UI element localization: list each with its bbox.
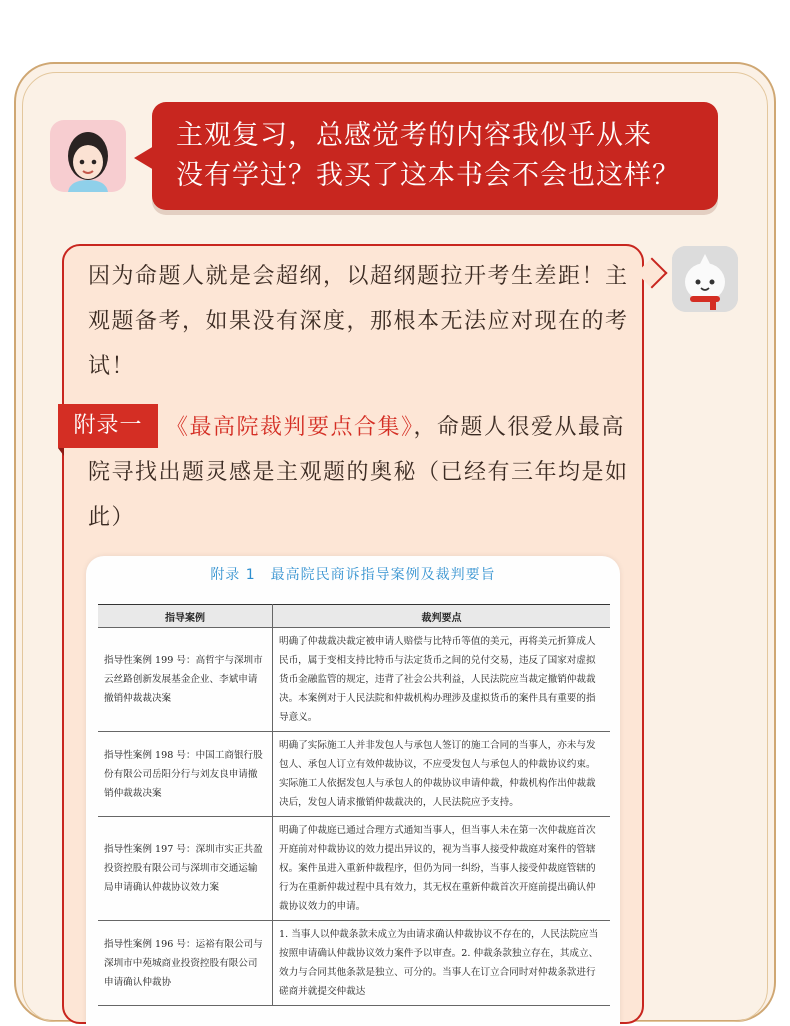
appendix-tag: 附录一 bbox=[58, 404, 158, 448]
table-cell-case: 指导性案例 199 号：高哲宇与深圳市云丝路创新发展基金企业、李斌申请撤销仲裁裁决案 bbox=[98, 628, 273, 732]
question-bubble-tail bbox=[134, 146, 154, 170]
table-cell-case: 指导性案例 198 号：中国工商银行股份有限公司岳阳分行与刘友良申请撤销仲裁裁决案 bbox=[98, 732, 273, 817]
question-line-1: 主观复习，总感觉考的内容我似乎从来 bbox=[176, 120, 652, 151]
user-avatar bbox=[50, 120, 126, 192]
table-cell-case: 指导性案例 196 号：运裕有限公司与深圳市中苑城商业投资控股有限公司申请确认仲裁协 bbox=[98, 921, 273, 1006]
appendix-book-title: 《最高院裁判要点合集》 bbox=[166, 415, 414, 440]
table-row bbox=[98, 628, 610, 732]
guidance-case-table bbox=[98, 604, 610, 1006]
mascot-avatar bbox=[672, 246, 738, 312]
table-row bbox=[98, 817, 610, 921]
answer-paragraph: 因为命题人就是会超纲，以超纲题拉开考生差距！主观题备考，如果没有深度，那根本无法应对现在的考试！ bbox=[88, 264, 629, 379]
table-header-point: 裁判要点 bbox=[273, 605, 611, 628]
book-page-title: 附录 1 最高院民商诉指导案例及裁判要旨 bbox=[210, 567, 496, 583]
question-text bbox=[176, 116, 706, 196]
table-cell-point: 明确了仲裁裁决裁定被申请人赔偿与比特币等值的美元，再将美元折算成人民币，属于变相支持比特币与法定货币之间的兑付交易，违反了国家对虚拟货币金融监管的规定，违背了社会公共利益，人民法院应当裁定撤销仲裁裁决。本案例对于人民法院和仲裁机构办理涉及虚拟货币的案件具有重要的指导意义。 bbox=[273, 628, 611, 732]
table-cell-point: 明确了仲裁庭已通过合理方式通知当事人，但当事人未在第一次仲裁庭首次开庭前对仲裁协议的效力提出异议的，视为当事人接受仲裁庭对案件的管辖权。案件虽进入重新仲裁程序，但仍为同一纠纷，当事人接受仲裁庭管辖的行为在重新仲裁过程中具有效力，其无权在重新仲裁首次开庭前提出确认仲裁协议效力的申请。 bbox=[273, 817, 611, 921]
appendix-paragraph bbox=[88, 405, 634, 540]
table-cell-point: 明确了实际施工人并非发包人与承包人签订的施工合同的当事人，亦未与发包人、承包人订立有效仲裁协议，不应受发包人与承包人的仲裁协议约束。实际施工人依据发包人与承包人的仲裁协议申请仲裁，仲裁机构作出仲裁裁决后，发包人请求撤销仲裁裁决的，人民法院应予支持。 bbox=[273, 732, 611, 817]
table-row bbox=[98, 921, 610, 1006]
book-page-image bbox=[86, 556, 620, 1026]
table-row bbox=[98, 732, 610, 817]
appendix-description: ，命题人很爱从最高院寻找出题灵感是主观题的奥秘（已经有三年均是如此） bbox=[88, 415, 629, 530]
question-line-2: 没有学过？我买了这本书会不会也这样？ bbox=[176, 160, 680, 191]
table-cell-point: 1. 当事人以仲裁条款未成立为由请求确认仲裁协议不存在的，人民法院应当按照申请确认仲裁协议效力案件予以审查。2. 仲裁条款独立存在，其成立、效力与合同其他条款是独立、可分的。当事人在订立合同时对仲裁条款进行磋商并就提交仲裁达 bbox=[273, 921, 611, 1006]
table-header-case: 指导案例 bbox=[98, 605, 273, 628]
table-cell-case: 指导性案例 197 号：深圳市实正共盈投资控股有限公司与深圳市交通运输局申请确认仲裁协议效力案 bbox=[98, 817, 273, 921]
